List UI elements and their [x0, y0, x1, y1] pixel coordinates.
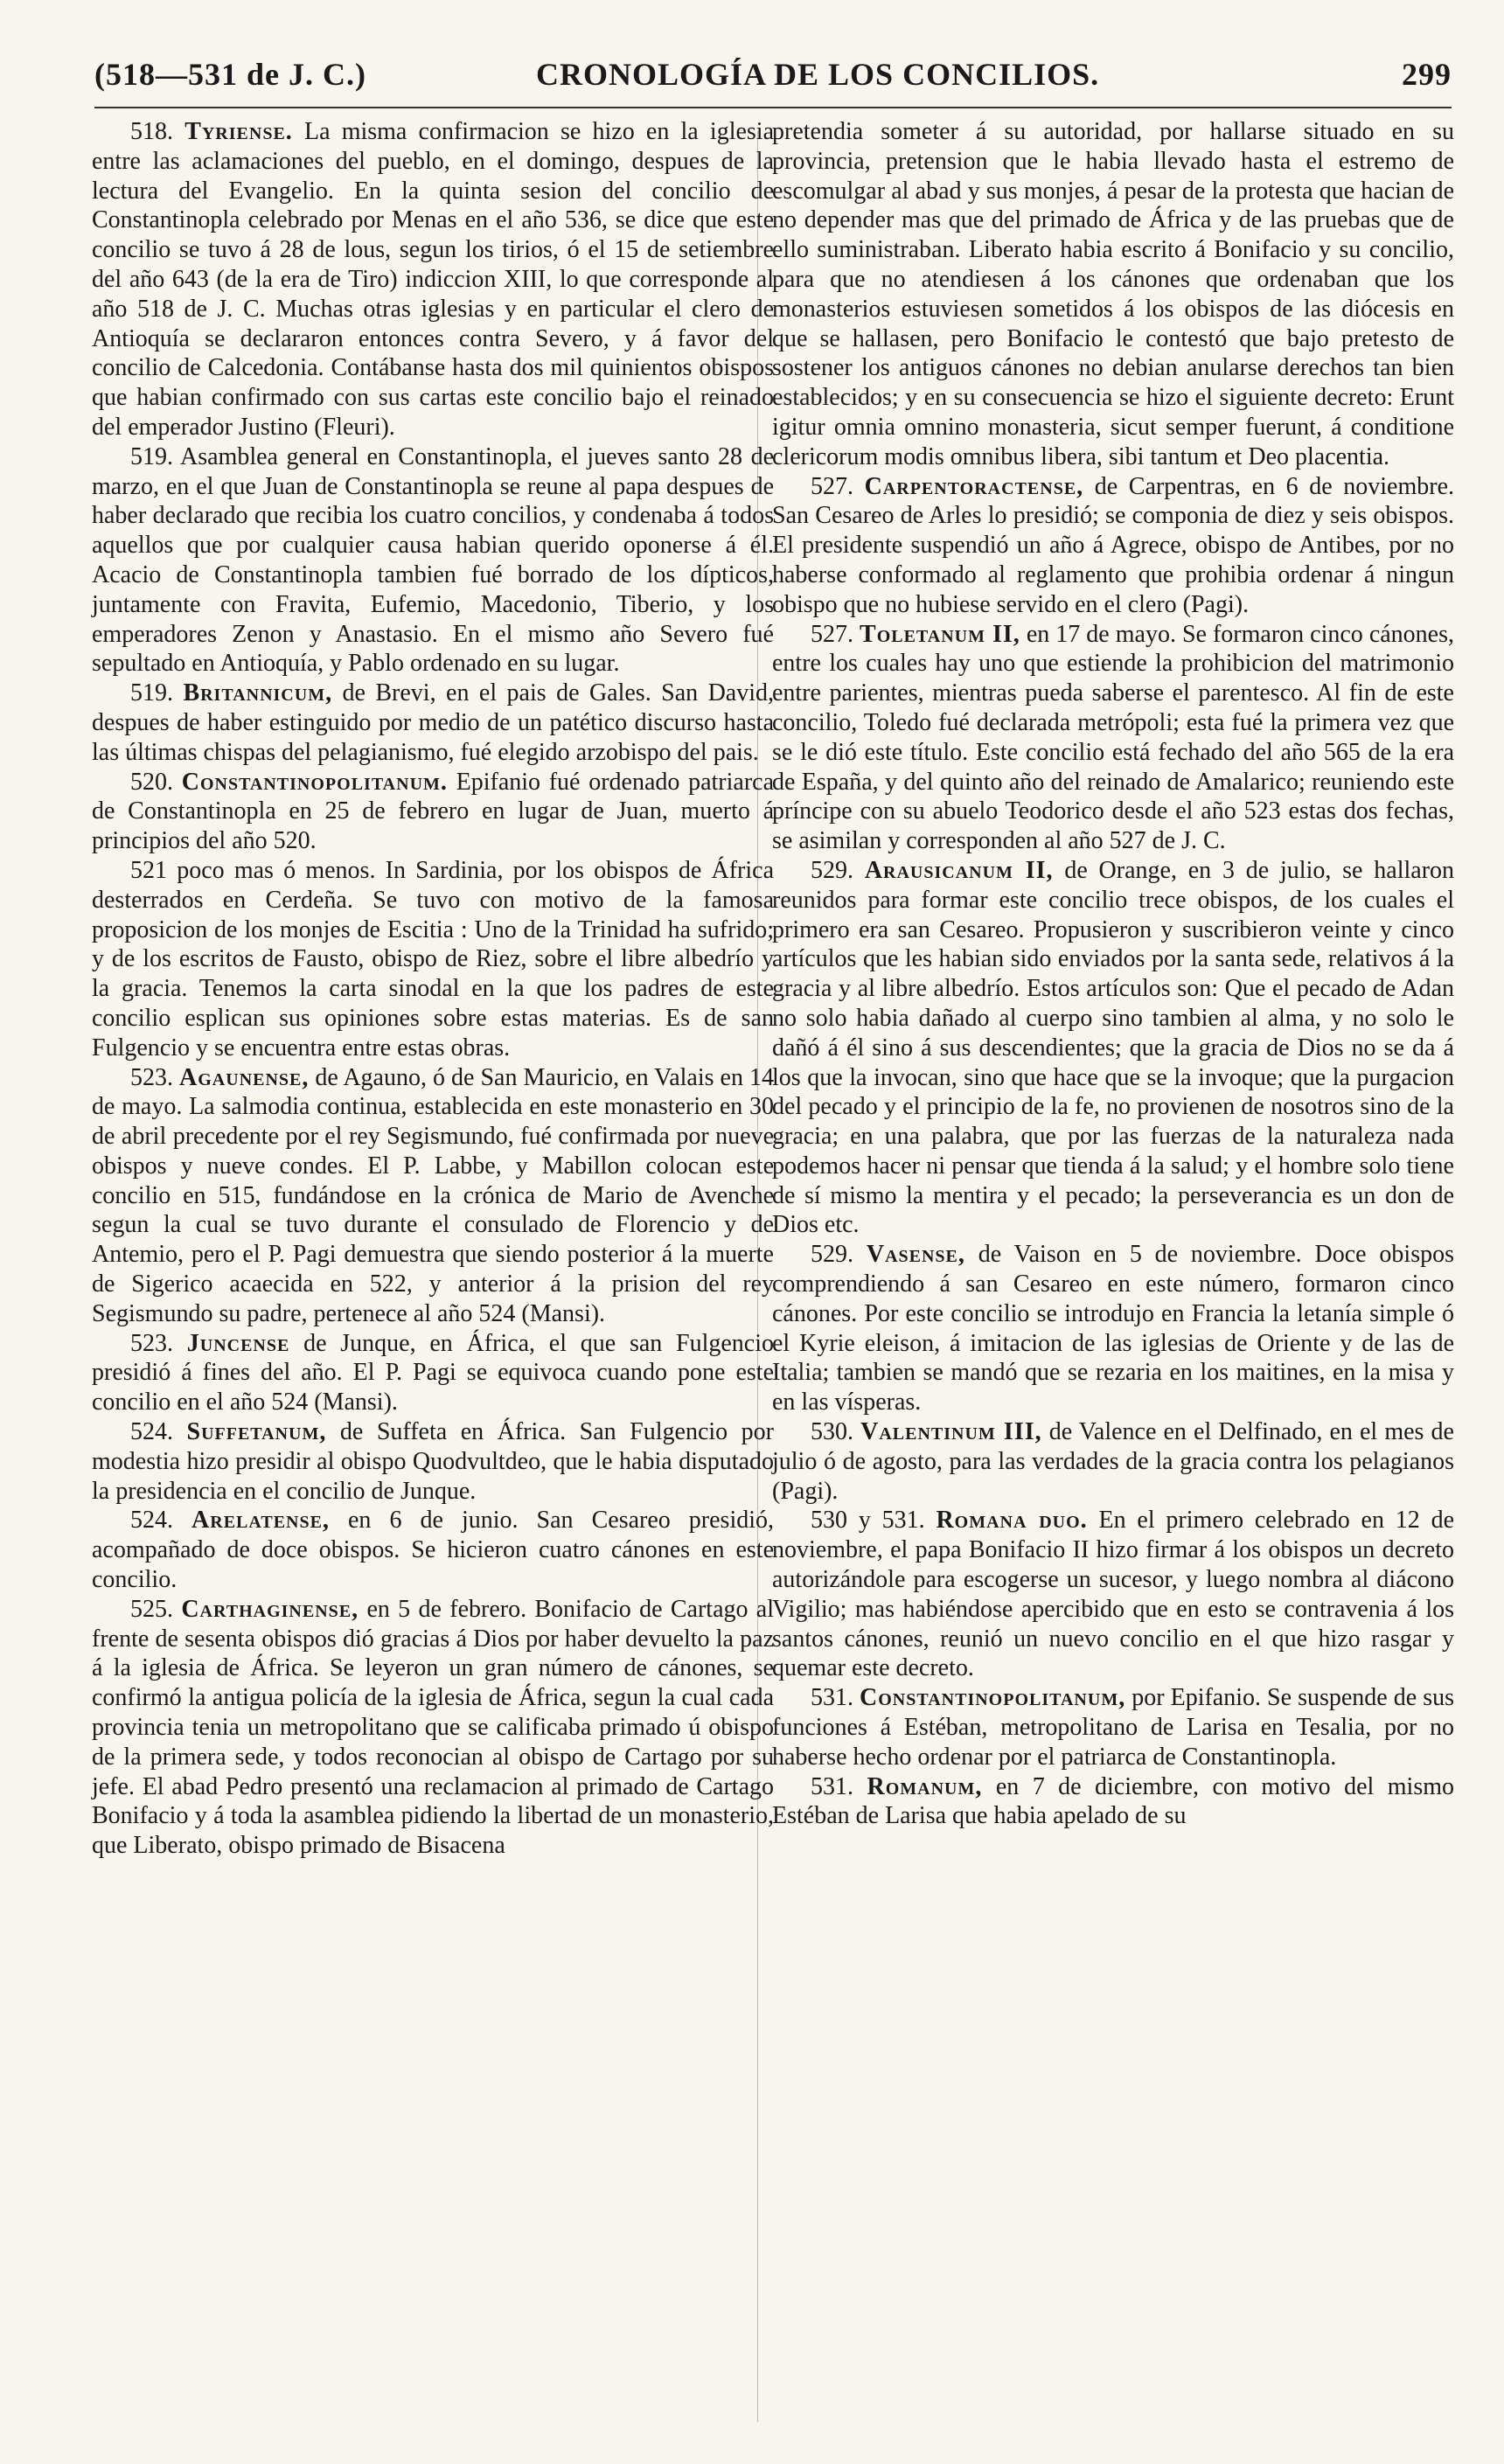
- entry-council-name: Arausicanum II,: [864, 856, 1054, 884]
- entry-year: 527.: [811, 472, 853, 500]
- entry-text: pretendia someter á su autoridad, por hallarse situado en su provincia, pretension que le habia llevado hasta el estremo de escomulgar al abad y sus monjes, á pesar de la protesta que hacian de no depender mas que del primado de África y de las pruebas que de ello suministraban. Liberato habia escrito á Bonifacio y su concilio, para que no atendiesen á los cánones que ordenaban que los monasterios estuviesen sometidos á los obispos de las diócesis en que se hallasen, pero Bonifacio le contestó que bajo pretesto de sostener los antiguos cánones no debian anularse derechos tan bien establecidos; y en su consecuencia se hizo el siguiente decreto: Erunt igitur omnia omnino monasteria, sicut semper fuerunt, á conditione clericorum modis omnibus libera, sibi tantum et Deo placentia.: [772, 118, 1454, 470]
- entry-text: La misma confirmacion se hizo en la iglesia entre las aclamaciones del pueblo, en el domingo, despues de la lectura del Evangelio. En la quinta sesion del concilio de Constantinopla celebrado por Menas en el año 536, se dice que este concilio se tuvo á 28 de lous, segun los tirios, ó el 15 de setiembre del año 643 (de la era de Tiro) indiccion XIII, lo que corresponde al año 518 de J. C. Muchas otras iglesias y en particular el clero de Antioquía se declararon entonces contra Severo, y á favor del concilio de Calcedonia. Contábanse hasta dos mil quinientos obispos que habian confirmado con sus cartas este concilio bajo el reinado del emperador Justino (Fleuri).: [92, 118, 774, 441]
- entry-council-name: Carpentoractense,: [864, 472, 1084, 500]
- left-column: [92, 117, 774, 1861]
- council-entry: [92, 442, 774, 679]
- entry-council-name: Carthaginense,: [181, 1595, 359, 1623]
- entry-year: 518.: [130, 118, 173, 145]
- council-entry: [92, 1063, 774, 1329]
- entry-council-name: Romana duo.: [936, 1507, 1088, 1535]
- entry-text: de Orange, en 3 de julio, se hallaron reunidos para formar este concilio trece obispos, de los cuales el primero era san Cesareo. Propusieron y suscribieron veinte y cinco artículos que les habian sido enviados por la santa sede, relativos á la gracia y al libre albedrío. Estos artículos son: Que el pecado de Adan no solo habia dañado al cuerpo sino tambien al alma, y no solo le dañó á él sino á sus descendientes; que la gracia de Dios no se da á los que la invocan, sino que hace que se la invoque; que la purgacion del pecado y el principio de la fe, no provienen de nosotros sino de la gracia; en una palabra, que por las fuerzas de la naturaleza nada podemos hacer ni pensar que tienda á la salud; y el hombre solo tiene de sí mismo la mentira y el pecado; la perseverancia es un don de Dios etc.: [772, 856, 1455, 1239]
- entry-council-name: Constantinopolitanum.: [181, 768, 448, 796]
- council-entry: [772, 1683, 1454, 1771]
- entry-text: en 5 de febrero. Bonifacio de Cartago al frente de sesenta obispos dió gracias á Dios por haber devuelto la paz á la iglesia de África. Se leyeron un gran número de cánones, se confirmó la antigua policía de la iglesia de África, segun la cual cada provincia tenia un metropolitano que se calificaba primado ú obispo de la primera sede, y todos reconocian al obispo de Cartago por su jefe. El abad Pedro presentó una reclamacion al primado de Cartago Bonifacio y á toda la asamblea pidiendo la libertad de un monasterio, que Liberato, obispo primado de Bisacena: [92, 1595, 775, 1860]
- page-header: [94, 56, 1452, 108]
- entry-text: en 6 de junio. San Cesareo presidió, acompañado de doce obispos. Se hicieron cuatro cánones en este concilio.: [92, 1507, 775, 1594]
- council-entry: [772, 1772, 1454, 1832]
- entry-text: poco mas ó menos. In Sardinia, por los obispos de África desterrados en Cerdeña. Se tuvo con motivo de la famosa proposicion de los monjes de Escitia : Uno de la Trinidad ha sufrido; y de los escritos de Fausto, obispo de Riez, sobre el libre albedrío y la gracia. Tenemos la carta sinodal en la que los padres de este concilio esplican sus opiniones sobre estas materias. Es de san Fulgencio y se encuentra entre estas obras.: [92, 856, 774, 1061]
- entry-year: 531.: [811, 1772, 853, 1800]
- entry-text: en 17 de mayo. Se formaron cinco cánones, entre los cuales hay uno que estiende la prohibicion del matrimonio entre parientes, mientras pueda saberse el parentesco. Al fin de este concilio, Toledo fué declarada metrópoli; esta fué la primera vez que se le dió este título. Este concilio está fechado del año 565 de la era de España, y del quinto año del reinado de Amalarico; reuniendo este príncipe con su abuelo Teodorico desde el año 523 estas dos fechas, se asimilan y corresponden al año 527 de J. C.: [772, 620, 1454, 855]
- entry-council-name: Valentinum III,: [860, 1418, 1042, 1446]
- entry-year: 529.: [811, 856, 853, 884]
- council-entry: [92, 117, 774, 442]
- council-entry: [92, 1329, 774, 1417]
- entry-council-name: Juncense: [186, 1329, 290, 1357]
- council-entry: [92, 679, 774, 767]
- council-entry: [772, 620, 1454, 856]
- council-entry: [92, 1506, 774, 1594]
- entry-year: 531.: [811, 1684, 853, 1712]
- entry-year: 524.: [130, 1507, 173, 1535]
- entry-year: 521: [130, 856, 167, 884]
- entry-year: 519.: [130, 679, 173, 707]
- council-entry: [772, 472, 1454, 620]
- entry-council-name: Suffetanum,: [186, 1418, 327, 1446]
- entry-year: 527.: [811, 620, 853, 648]
- entry-year: 523.: [130, 1329, 173, 1357]
- entry-text: En el primero celebrado en 12 de noviembre, el papa Bonifacio II hizo firmar á los obispos un decreto autorizándole para escogerse un sucesor, y luego nombra al diácono Vigilio; mas habiéndose apercibido que en esto se contravenia á los santos cánones, reunió un nuevo concilio en el que hizo rasgar y quemar este decreto.: [772, 1507, 1454, 1682]
- entry-text: de Junque, en África, el que san Fulgencio presidió á fines del año. El P. Pagi se equivoca cuando pone este concilio en el año 524 (Mansi).: [92, 1329, 775, 1416]
- header-rule: [94, 107, 1452, 108]
- entry-council-name: Vasense,: [866, 1241, 965, 1269]
- entry-text: de Suffeta en África. San Fulgencio por modestia hizo presidir al obispo Quodvultdeo, que le habia disputado la presidencia en el concilio de Junque.: [92, 1418, 774, 1505]
- entry-text: de Valence en el Delfinado, en el mes de julio ó de agosto, para las verdades de la gracia contra los pelagianos (Pagi).: [772, 1418, 1454, 1505]
- entry-text: en 7 de diciembre, con motivo del mismo Estéban de Larisa que habia apelado de su: [772, 1772, 1455, 1830]
- council-entry: [772, 1240, 1454, 1417]
- entry-text: Epifanio fué ordenado patriarca de Constantinopla en 25 de febrero en lugar de Juan, muerto á principios del año 520.: [92, 768, 775, 855]
- entry-council-name: Agaunense,: [179, 1063, 310, 1091]
- council-entry: [772, 856, 1454, 1240]
- council-entry: [772, 117, 1454, 472]
- council-entry: [92, 768, 774, 856]
- council-entry: [92, 1417, 774, 1506]
- entry-text: por Epifanio. Se suspende de sus funciones á Estéban, metropolitano de Larisa en Tesalia, por no haberse hecho ordenar por el patriarca de Constantinopla.: [772, 1684, 1454, 1771]
- entry-year: 530.: [811, 1418, 853, 1446]
- entry-council-name: Arelatense,: [191, 1507, 330, 1535]
- entry-year: 520.: [130, 768, 173, 796]
- entry-council-name: Britannicum,: [183, 679, 333, 707]
- entry-council-name: Toletanum II,: [860, 620, 1020, 648]
- entry-year: 530 y 531.: [811, 1507, 925, 1535]
- council-entry: [92, 856, 774, 1063]
- header-title: CRONOLOGÍA DE LOS CONCILIOS.: [536, 57, 1100, 92]
- page-number: 299: [1402, 57, 1452, 92]
- entry-year: 529.: [811, 1241, 853, 1269]
- council-entry: [772, 1506, 1454, 1683]
- entry-text: de Agauno, ó de San Mauricio, en Valais en 14 de mayo. La salmodia continua, establecida en este monasterio en 30 de abril precedente por el rey Segismundo, fué confirmada por nueve obispos y nueve condes. El P. Labbe, y Mabillon colocan este concilio en 515, fundándose en la crónica de Mario de Avenche segun la cual se tuvo durante el consulado de Florencio y de Antemio, pero el P. Pagi demuestra que siendo posterior á la muerte de Sigerico acaecida en 522, y anterior á la prision del rey Segismundo su padre, pertenece al año 524 (Mansi).: [92, 1063, 775, 1327]
- entry-year: 525.: [130, 1595, 173, 1623]
- right-column: [772, 117, 1454, 1831]
- entry-council-name: Tyriense.: [185, 118, 293, 145]
- entry-year: 523.: [130, 1063, 173, 1091]
- entry-year: 519.: [130, 442, 173, 470]
- entry-text: de Carpentras, en 6 de noviembre. San Cesareo de Arles lo presidió; se componia de diez y seis obispos. El presidente suspendió un año á Agrece, obispo de Antibes, por no haberse conformado al reglamento que prohibia ordenar á ningun obispo que no hubiese servido en el clero (Pagi).: [772, 472, 1455, 618]
- entry-text: Asamblea general en Constantinopla, el jueves santo 28 de marzo, en el que Juan de Constantinopla se reune al papa despues de haber declarado que recibia los cuatro concilios, y condenaba á todos aquellos que por cualquier causa habian querido oponerse á él. Acacio de Constantinopla tambien fué borrado de los dípticos, juntamente con Fravita, Eufemio, Macedonio, Tiberio, y los emperadores Zenon y Anastasio. En el mismo año Severo fué sepultado en Antioquía, y Pablo ordenado en su lugar.: [92, 442, 774, 678]
- entry-council-name: Constantinopolitanum,: [860, 1684, 1126, 1712]
- entry-year: 524.: [130, 1418, 173, 1446]
- header-date-range: (518—531 de J. C.): [94, 57, 366, 92]
- entry-council-name: Romanum,: [867, 1772, 983, 1800]
- entry-text: de Brevi, en el pais de Gales. San David, despues de haber estinguido por medio de un patético discurso hasta las últimas chispas del pelagianismo, fué elegido arzobispo del pais.: [92, 679, 774, 766]
- council-entry: [92, 1595, 774, 1861]
- entry-text: de Vaison en 5 de noviembre. Doce obispos comprendiendo á san Cesareo en este número, formaron cinco cánones. Por este concilio se introdujo en Francia la letanía simple ó el Kyrie eleison, á imitacion de las iglesias de Oriente y de las de Italia; tambien se mandó que se rezaria en los maitines, en la misa y en las vísperas.: [772, 1241, 1455, 1416]
- council-entry: [772, 1417, 1454, 1506]
